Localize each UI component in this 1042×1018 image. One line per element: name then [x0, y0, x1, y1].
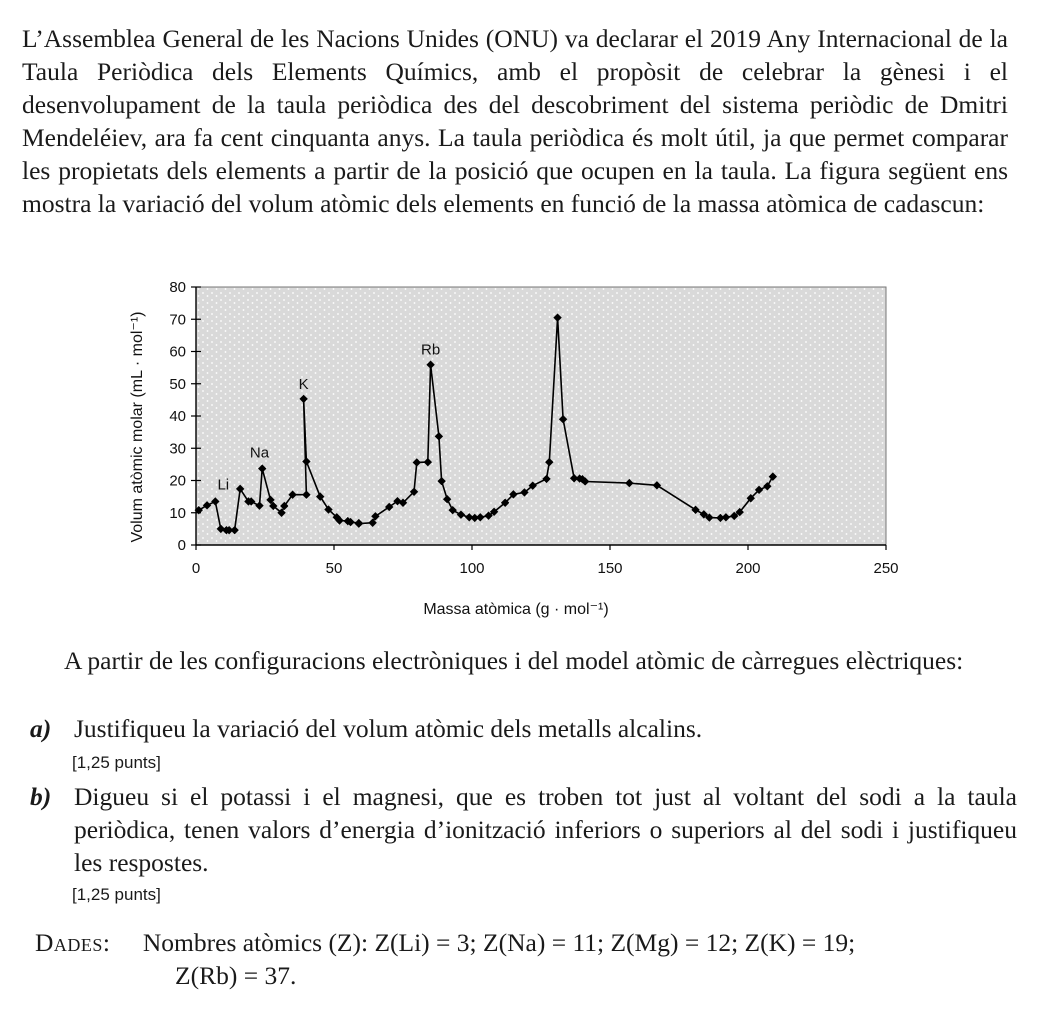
x-tick-label: 250	[873, 560, 899, 577]
element-label-na: Na	[249, 444, 270, 462]
y-tick-label: 50	[169, 375, 186, 393]
y-tick-label: 20	[169, 472, 186, 490]
y-axis	[169, 279, 201, 554]
data-line-2: Z(Rb) = 37.	[175, 961, 297, 990]
element-label-k: K	[298, 375, 309, 393]
element-label-li: Li	[217, 476, 230, 494]
question-a-text: Justifiqueu la variació del volum atòmic dels metalls alcalins.	[74, 714, 703, 743]
y-tick-label: 70	[169, 311, 186, 329]
question-b-points: [1,25 punts]	[72, 885, 161, 904]
data-label: Dades:	[35, 928, 111, 957]
y-tick-label: 30	[169, 440, 186, 458]
question-intro: A partir de les configuracions electròniques i del model atòmic de càrregues elèctriques:	[64, 646, 964, 675]
data-section	[35, 926, 856, 990]
question-b	[22, 780, 1017, 879]
y-tick-label: 0	[177, 537, 186, 554]
y-axis-label: Volum atòmic molar (mL · mol⁻¹)	[129, 311, 146, 543]
x-axis-label: Massa atòmica (g · mol⁻¹)	[423, 601, 609, 618]
x-tick-label: 200	[735, 560, 761, 577]
question-a-points: [1,25 punts]	[72, 753, 161, 772]
x-tick-label: 100	[459, 560, 485, 577]
element-label-rb: Rb	[421, 341, 441, 359]
x-tick-label: 0	[191, 560, 201, 577]
atomic-volume-chart	[120, 270, 920, 630]
question-b-text: Digueu si el potassi i el magnesi, que es troben tot just al voltant del sodi a la taula periòdica, tenen valors d’energia d’ionització inferiors o superiors al del sodi i justifiqueu les respostes.	[74, 782, 1017, 877]
question-a-label: a)	[30, 714, 52, 743]
x-tick-label: 50	[325, 560, 343, 577]
question-a	[22, 712, 1017, 745]
intro-paragraph: L’Assemblea General de les Nacions Unides (ONU) va declarar el 2019 Any Internacional de la Taula Periòdica dels Elements Químics, amb el propòsit de celebrar la gènesi i el desenvolupament de la taula periòdica des del descobriment del sistema periòdic de Dmitri Mendeléiev, ara fa cent cinquanta anys. La taula periòdica és molt útil, ja que permet comparar les propietats dels elements a partir de la posició que ocupen en la taula. La figura següent ens mostra la variació del volum atòmic dels elements en funció de la massa atòmica de cadascun:	[22, 24, 1008, 218]
y-tick-label: 10	[169, 504, 186, 522]
question-b-label: b)	[30, 782, 52, 811]
y-tick-label: 40	[169, 408, 186, 425]
x-axis	[192, 545, 899, 577]
x-tick-label: 150	[597, 560, 623, 577]
data-line-1: Nombres atòmics (Z): Z(Li) = 3; Z(Na) = 11; Z(Mg) = 12; Z(K) = 19;	[142, 928, 856, 957]
y-tick-label: 80	[169, 279, 186, 296]
plot-area	[196, 287, 886, 545]
y-tick-label: 60	[169, 343, 186, 361]
